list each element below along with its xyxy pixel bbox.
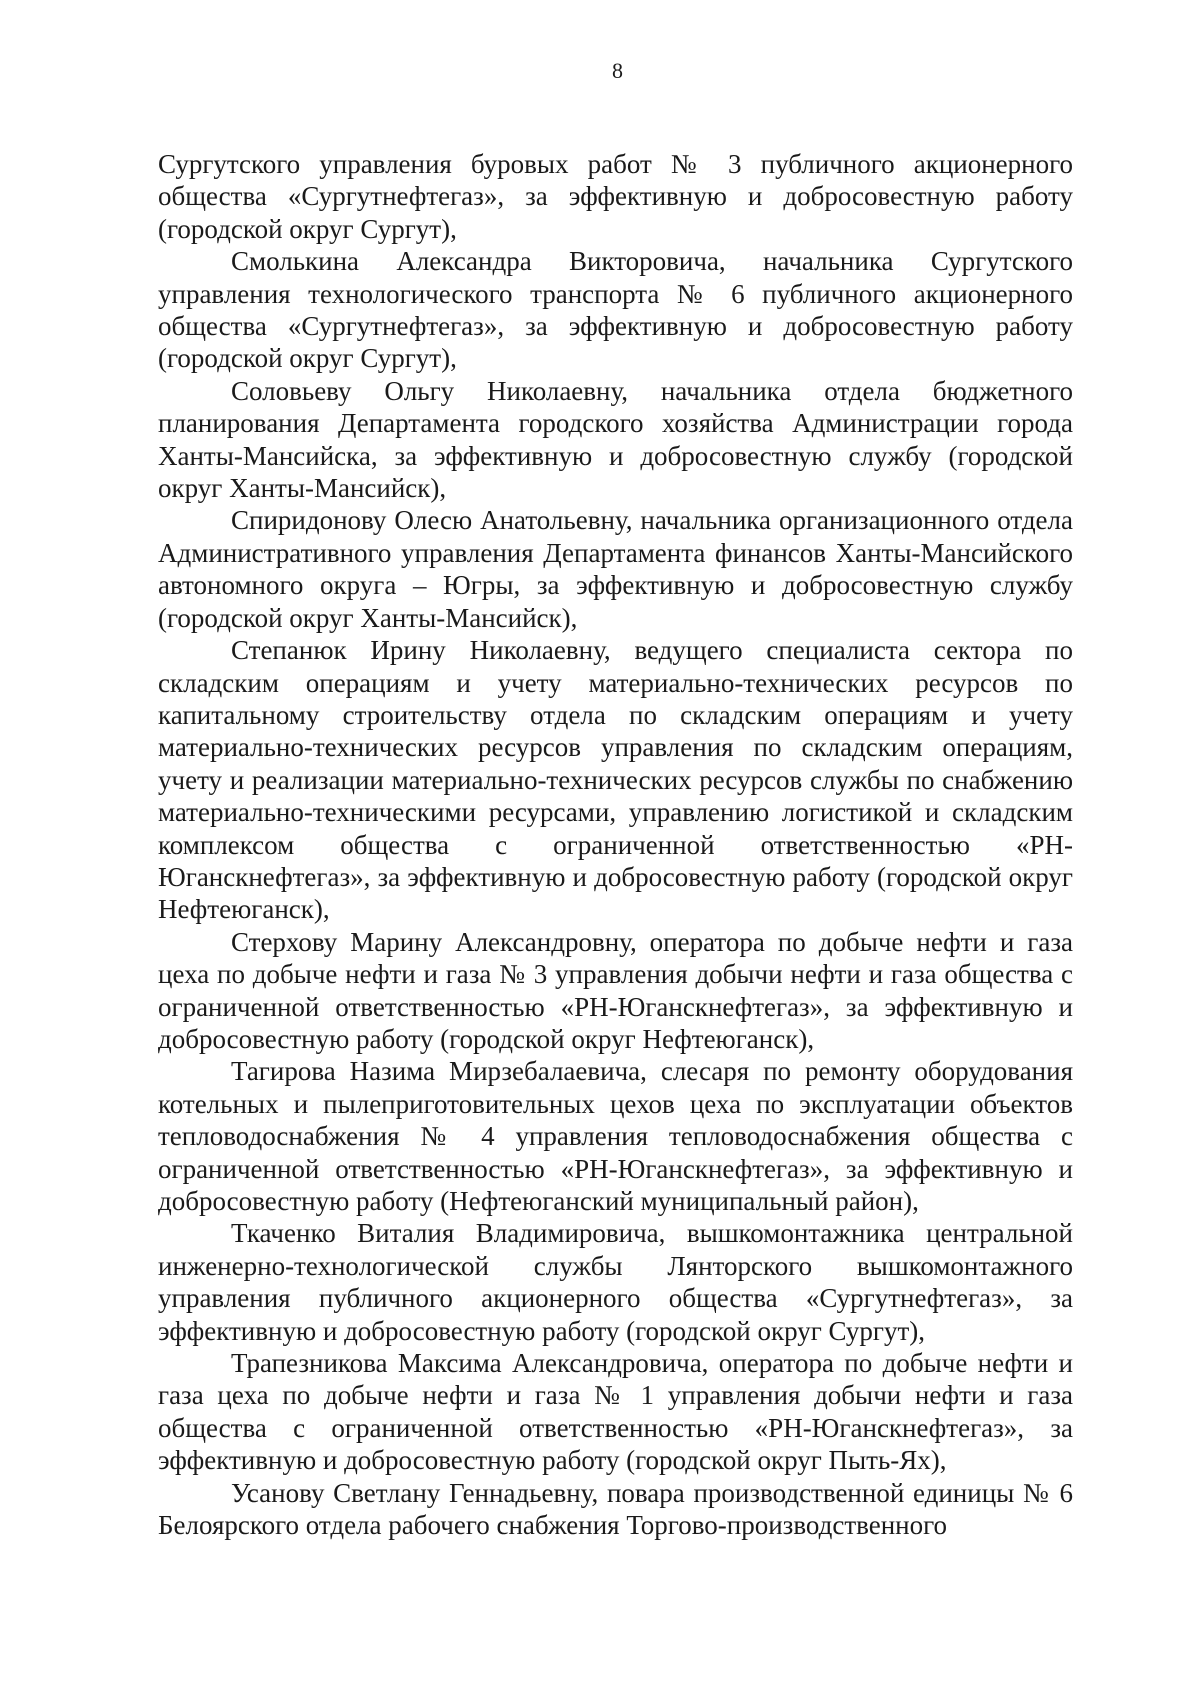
paragraph-spiridonova: Спиридонову Олесю Анатольевну, начальника организационного отдела Административного управления Департамента финансов Ханты-Мансийского автономного округа – Югры, за эффективную и добросовестную службу (городской округ Ханты-Мансийск), — [158, 505, 1073, 633]
paragraph-stepanyuk: Степанюк Ирину Николаевну, ведущего специалиста сектора по складским операциям и учету материально-технических ресурсов по капитальному строительству отдела по складским операциям и учету материально-технических ресурсов управления по складским операциям, учету и реализации материально-технических ресурсов службы по снабжению материально-техническими ресурсами, управлению логистикой и складским комплексом общества с ограниченной ответственностью «РН-Юганскнефтегаз», за эффективную и добросовестную работу (городской округ Нефтеюганск), — [158, 635, 1073, 925]
page-number: 8 — [612, 58, 623, 83]
paragraph-trapeznikov: Трапезникова Максима Александровича, оператора по добыче нефти и газа цеха по добыче нефти и газа № 1 управления добычи нефти и газа общества с ограниченной ответственностью «РН-Юганскнефтегаз», за эффективную и добросовестную работу (городской округ Пыть-Ях), — [158, 1348, 1073, 1476]
paragraph-solovieva: Соловьеву Ольгу Николаевну, начальника отдела бюджетного планирования Департамента городского хозяйства Администрации города Ханты-Мансийска, за эффективную и добросовестную службу (городской округ Ханты-Мансийск), — [158, 375, 1073, 504]
paragraph-smolkin: Смолькина Александра Викторовича, начальника Сургутского управления технологического транспорта № 6 публичного акционерного общества «Сургутнефтегаз», за эффективную и добросовестную работу (городской округ Сургут), — [158, 246, 1073, 374]
document-body — [158, 148, 1073, 1541]
paragraph-sterkhova: Стерхову Марину Александровну, оператора по добыче нефти и газа цеха по добыче нефти и газа № 3 управления добычи нефти и газа общества с ограниченной ответственностью «РН-Юганскнефтегаз», за эффективную и добросовестную работу (городской округ Нефтеюганск), — [158, 926, 1073, 1054]
paragraph-tagirov: Тагирова Назима Мирзебалаевича, слесаря по ремонту оборудования котельных и пылеприготовительных цехов цеха по эксплуатации объектов тепловодоснабжения № 4 управления тепловодоснабжения общества с ограниченной ответственностью «РН-Юганскнефтегаз», за эффективную и добросовестную работу (Нефтеюганский муниципальный район), — [158, 1056, 1073, 1216]
paragraph-usanova: Усанову Светлану Геннадьевну, повара производственной единицы № 6 Белоярского отдела рабочего снабжения Торгово-производственного — [158, 1477, 1073, 1541]
paragraph-continuation: Сургутского управления буровых работ № 3 публичного акционерного общества «Сургутнефтегаз», за эффективную и добросовестную работу (городской округ Сургут), — [158, 149, 1073, 244]
paragraph-tkachenko: Ткаченко Виталия Владимировича, вышкомонтажника центральной инженерно-технологической службы Лянторского вышкомонтажного управления публичного акционерного общества «Сургутнефтегаз», за эффективную и добросовестную работу (городской округ Сургут), — [158, 1218, 1073, 1346]
